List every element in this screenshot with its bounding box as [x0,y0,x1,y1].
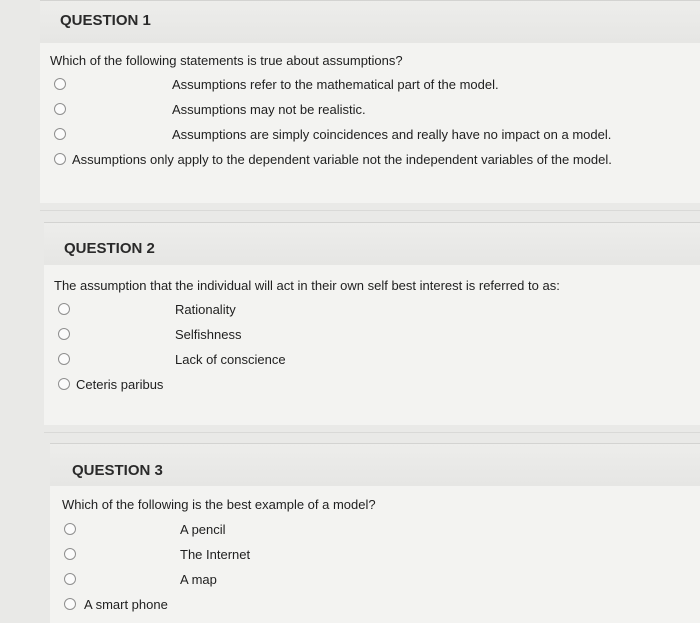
question-1-option-2-label: Assumptions may not be realistic. [172,102,366,117]
question-1-option-4-label: Assumptions only apply to the dependent variable not the independent variables of the model. [72,152,612,167]
question-2-option-4-label: Ceteris paribus [76,377,164,392]
question-3-prompt: Which of the following is the best example of a model? [62,497,376,512]
question-2-title: QUESTION 2 [64,240,155,257]
question-2-option-1-label: Rationality [175,302,236,317]
question-1-option-3-label: Assumptions are simply coincidences and really have no impact on a model. [172,127,612,142]
question-3-option-2-radio[interactable] [64,548,76,560]
question-1-option-3-radio[interactable] [54,128,66,140]
question-2-prompt: The assumption that the individual will act in their own self best interest is referred to as: [54,278,560,293]
question-3-option-2-label: The Internet [180,547,251,562]
question-2-option-1-radio[interactable] [58,303,70,315]
question-1-option-1-radio[interactable] [54,78,66,90]
question-2-option-2-radio[interactable] [58,328,70,340]
question-3-option-1-radio[interactable] [64,523,76,535]
question-2-option-4-radio[interactable] [58,378,70,390]
question-2-option-3-radio[interactable] [58,353,70,365]
question-3-option-4-radio[interactable] [64,598,76,610]
question-1-title: QUESTION 1 [60,12,151,29]
question-3-title: QUESTION 3 [72,462,163,479]
question-2-option-2-label: Selfishness [175,327,242,342]
question-1-option-2-radio[interactable] [54,103,66,115]
section-divider [44,432,700,433]
question-3-option-4-label: A smart phone [84,597,168,612]
question-3-option-3-label: A map [180,572,217,587]
question-3-option-1-label: A pencil [180,522,226,537]
question-1-prompt: Which of the following statements is true about assumptions? [50,53,403,68]
question-1-option-4-radio[interactable] [54,153,66,165]
question-3-option-3-radio[interactable] [64,573,76,585]
section-divider [40,210,700,211]
question-1-option-1-label: Assumptions refer to the mathematical part of the model. [172,77,499,92]
question-2-option-3-label: Lack of conscience [175,352,286,367]
